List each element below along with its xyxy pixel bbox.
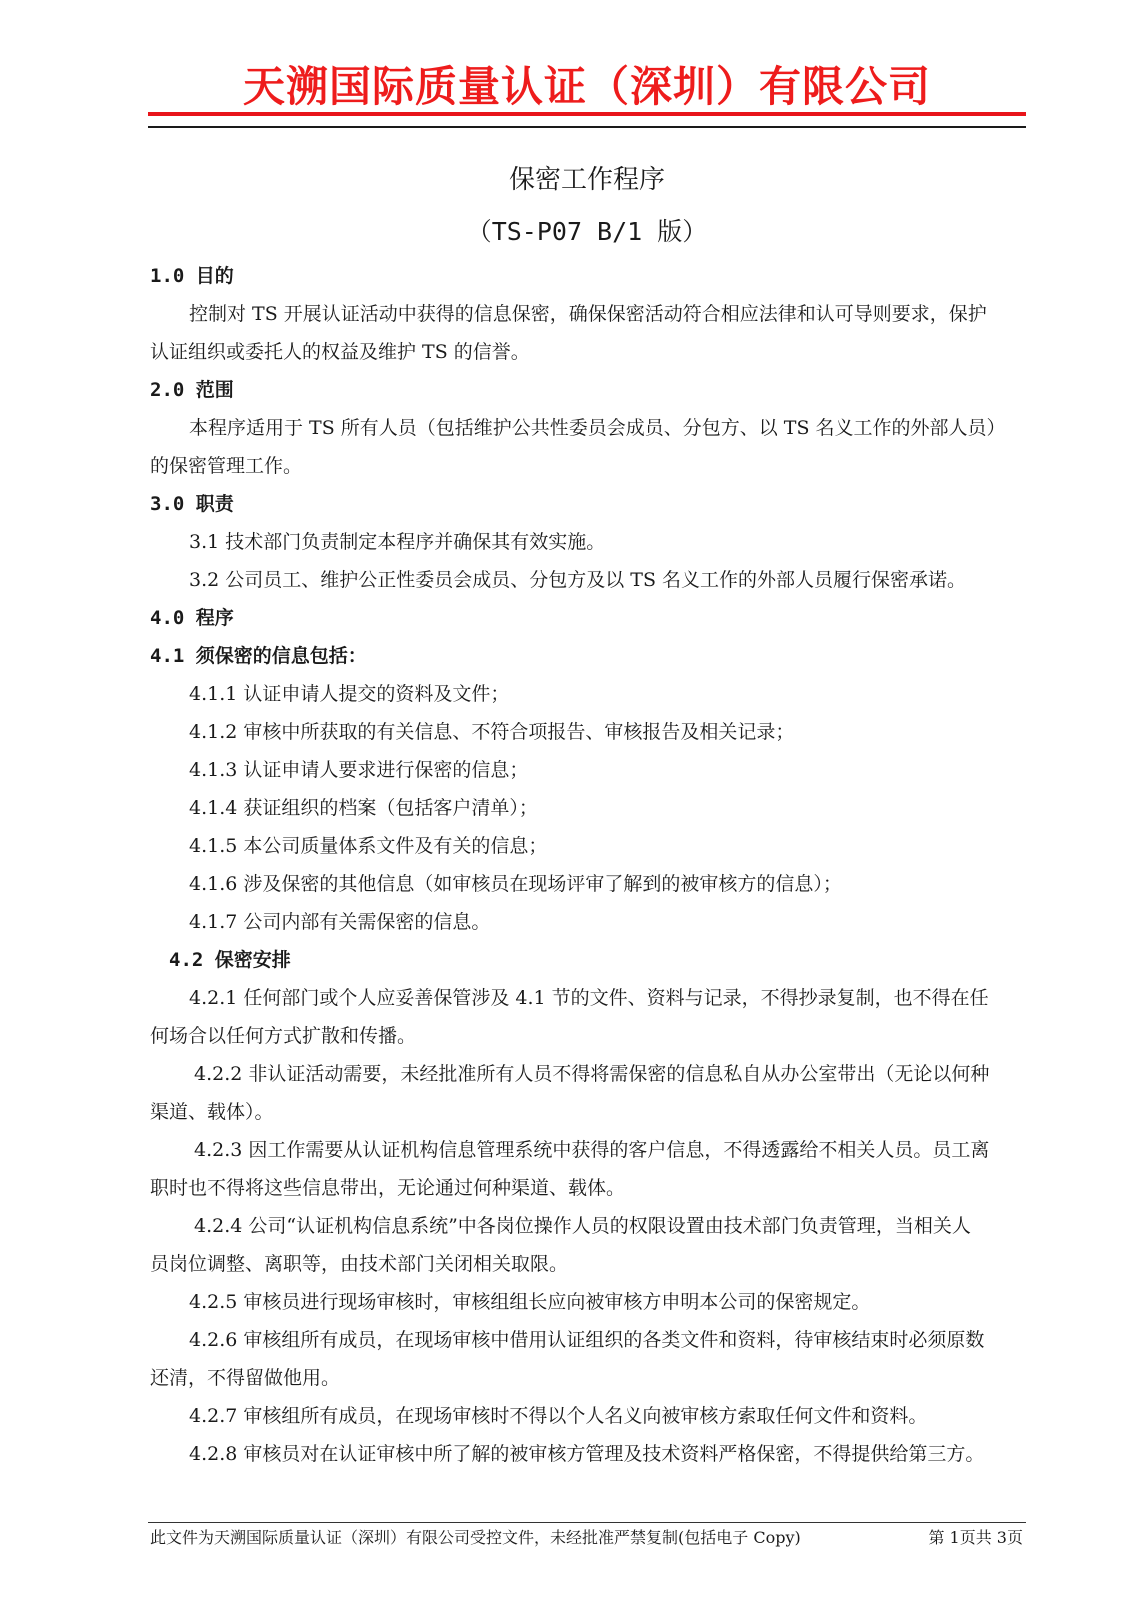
paragraph-line: 渠道、载体）。 — [150, 1101, 274, 1123]
paragraph-line: 职时也不得将这些信息带出，无论通过何种渠道、载体。 — [150, 1177, 626, 1199]
paragraph-line: 4.2.2 非认证活动需要，未经批准所有人员不得将需保密的信息私自从办公室带出（无论以何种 — [194, 1063, 990, 1085]
paragraph-line: 4.2.1 任何部门或个人应妥善保管涉及 4.1 节的文件、资料与记录，不得抄录复制，也不得在任 — [189, 987, 989, 1009]
list-item: 3.2 公司员工、维护公正性委员会成员、分包方及以 TS 名义工作的外部人员履行保密承诺。 — [189, 569, 967, 591]
section-heading-scope: 2.0 范围 — [150, 379, 234, 401]
list-item: 4.1.3 认证申请人要求进行保密的信息； — [189, 759, 529, 781]
paragraph-line: 4.2.4 公司“认证机构信息系统”中各岗位操作人员的权限设置由技术部门负责管理，当相关人 — [194, 1215, 971, 1237]
paragraph-line: 控制对 TS 开展认证活动中获得的信息保密，确保保密活动符合相应法律和认可导则要求，保护 — [189, 303, 987, 325]
list-item: 4.1.1 认证申请人提交的资料及文件； — [189, 683, 510, 705]
list-item: 4.1.6 涉及保密的其他信息（如审核员在现场评审了解到的被审核方的信息）； — [189, 873, 842, 895]
paragraph-line: 本程序适用于 TS 所有人员（包括维护公共性委员会成员、分包方、以 TS 名义工作的外部人员） — [189, 417, 1006, 439]
paragraph-line: 员岗位调整、离职等，由技术部门关闭相关取限。 — [150, 1253, 569, 1275]
paragraph-line: 还清，不得留做他用。 — [150, 1367, 341, 1389]
list-item: 3.1 技术部门负责制定本程序并确保其有效实施。 — [189, 531, 606, 553]
paragraph-line: 4.2.6 审核组所有成员，在现场审核中借用认证组织的各类文件和资料，待审核结束时必须原数 — [189, 1329, 985, 1351]
list-item: 4.1.4 获证组织的档案（包括客户清单）； — [189, 797, 538, 819]
subsection-heading-arrangements: 4.2 保密安排 — [169, 949, 291, 971]
page-number: 第 1页共 3页 — [928, 1528, 1023, 1547]
document-version: （TS-P07 B/1 版） — [466, 217, 708, 246]
header-red-rule — [148, 112, 1026, 116]
paragraph-line: 的保密管理工作。 — [150, 455, 303, 477]
paragraph-line: 4.2.7 审核组所有成员，在现场审核时不得以个人名义向被审核方索取任何文件和资料。 — [189, 1405, 928, 1427]
section-heading-responsibility: 3.0 职责 — [150, 493, 234, 515]
company-letterhead: 天溯国际质量认证（深圳）有限公司 — [242, 62, 931, 111]
section-heading-procedure: 4.0 程序 — [150, 607, 234, 629]
paragraph-line: 4.2.8 审核员对在认证审核中所了解的被审核方管理及技术资料严格保密，不得提供给第三方。 — [189, 1443, 985, 1465]
list-item: 4.1.7 公司内部有关需保密的信息。 — [189, 911, 491, 933]
footer-notice: 此文件为天溯国际质量认证（深圳）有限公司受控文件，未经批准严禁复制(包括电子 Copy) — [150, 1528, 801, 1547]
paragraph-line: 4.2.3 因工作需要从认证机构信息管理系统中获得的客户信息，不得透露给不相关人员。员工离 — [194, 1139, 990, 1161]
document-title: 保密工作程序 — [508, 165, 665, 195]
footer-rule — [148, 1522, 1026, 1523]
list-item: 4.1.5 本公司质量体系文件及有关的信息； — [189, 835, 548, 857]
paragraph-line: 认证组织或委托人的权益及维护 TS 的信誉。 — [150, 341, 530, 363]
paragraph-line: 4.2.5 审核员进行现场审核时，审核组组长应向被审核方申明本公司的保密规定。 — [189, 1291, 871, 1313]
subsection-heading-confidential-info: 4.1 须保密的信息包括： — [150, 645, 367, 667]
section-heading-purpose: 1.0 目的 — [150, 265, 234, 287]
header-black-rule — [148, 126, 1026, 128]
list-item: 4.1.2 审核中所获取的有关信息、不符合项报告、审核报告及相关记录； — [189, 721, 795, 743]
paragraph-line: 何场合以任何方式扩散和传播。 — [150, 1025, 417, 1047]
